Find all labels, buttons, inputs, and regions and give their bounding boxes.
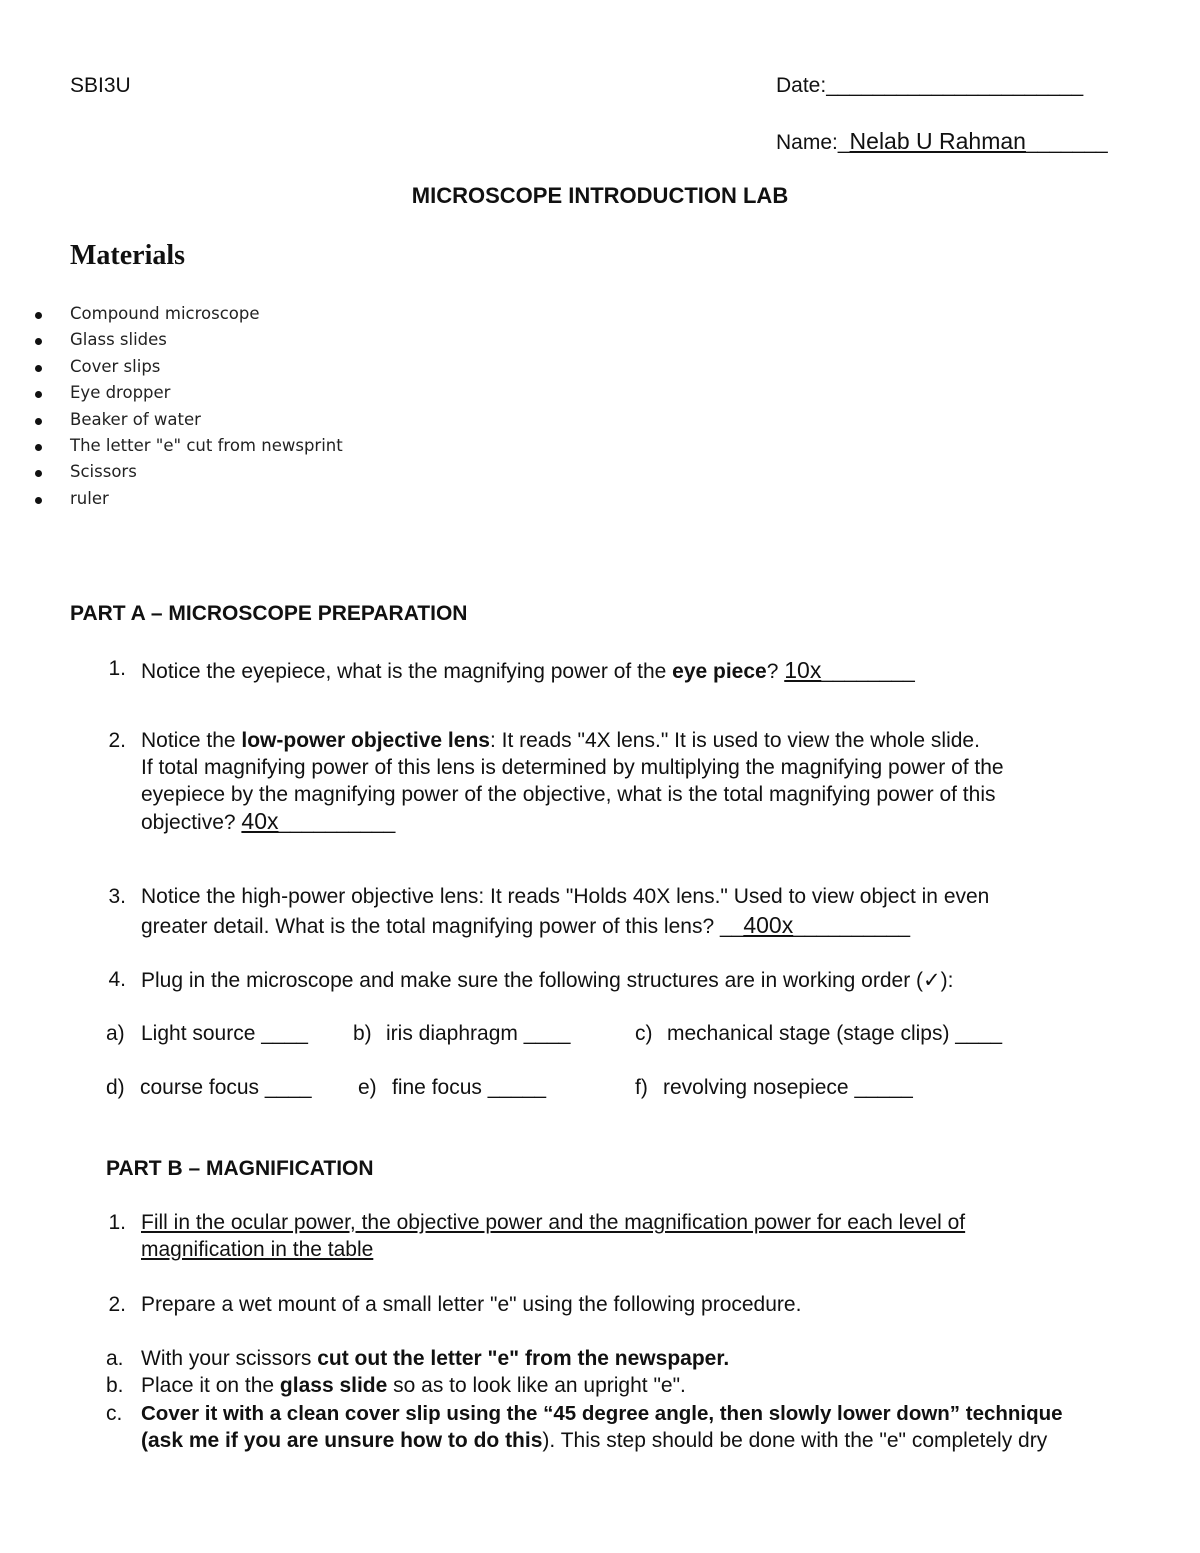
checklist-letter: a) [106, 1022, 125, 1045]
name-value: Nelab U Rahman [849, 128, 1026, 154]
answer-blank: ________ [821, 660, 915, 683]
answer-value: 400x [743, 912, 794, 938]
step-bold: glass slide [279, 1374, 388, 1397]
name-line [776, 128, 1108, 155]
answer-blank: __________ [793, 915, 910, 938]
date-blank: ______________________ [826, 74, 1084, 97]
material-item: Eye dropper [70, 383, 171, 402]
question-a4-text: Plug in the microscope and make sure the following structures are in working order (✓): [141, 969, 954, 992]
part-a-heading: PART A – MICROSCOPE PREPARATION [70, 602, 468, 625]
question-b2-text: Prepare a wet mount of a small letter "e" using the following procedure. [141, 1293, 802, 1316]
checklist-letter: d) [106, 1076, 125, 1099]
checklist-letter: f) [635, 1076, 648, 1099]
question-number: 4. [108, 968, 126, 991]
bullet-icon [35, 497, 42, 504]
bullet-icon [35, 470, 42, 477]
answer-value: 10x [784, 657, 822, 683]
checklist-revolving-nosepiece: revolving nosepiece _____ [663, 1076, 913, 1099]
checklist-letter: c) [635, 1022, 653, 1045]
step-letter: c. [106, 1402, 123, 1425]
material-item: Glass slides [70, 330, 167, 349]
bullet-icon [35, 365, 42, 372]
question-text: greater detail. What is the total magnifying power of this lens? [141, 915, 720, 938]
question-number: 1. [108, 1211, 126, 1234]
part-b-heading: PART B – MAGNIFICATION [106, 1157, 374, 1180]
name-tail: _______ [1025, 131, 1108, 154]
question-text: : It reads "4X lens." It is used to view the whole slide. [489, 729, 980, 752]
step-c-line2 [141, 1429, 1047, 1453]
question-bold: eye piece [672, 660, 767, 683]
checklist-iris-diaphragm: iris diaphragm ____ [386, 1022, 571, 1045]
question-b1-line1: Fill in the ocular power, the objective power and the magnification power for each level of [141, 1211, 966, 1234]
material-item: Beaker of water [70, 410, 201, 429]
question-number: 2. [108, 729, 126, 752]
material-item: Cover slips [70, 357, 161, 376]
question-bold: low-power objective lens [241, 729, 490, 752]
question-a2-line3: eyepiece by the magnifying power of the objective, what is the total magnifying power of this [141, 783, 996, 806]
step-text: Place it on the [141, 1374, 280, 1397]
answer-blank: __________ [278, 811, 396, 834]
step-bold: cut out the letter "e" from the newspaper. [317, 1347, 730, 1370]
question-b1-line2: magnification in the table [141, 1238, 374, 1261]
bullet-icon [35, 444, 42, 451]
material-item: The letter "e" cut from newsprint [70, 436, 343, 455]
question-a3-line2 [141, 912, 910, 939]
bullet-icon [35, 312, 42, 319]
question-a1 [141, 657, 915, 684]
question-a2-line1 [141, 729, 980, 753]
step-letter: b. [106, 1374, 124, 1397]
bullet-icon [35, 391, 42, 398]
step-bold: (ask me if you are unsure how to do this [141, 1429, 543, 1452]
material-item: Scissors [70, 462, 137, 481]
name-label: Name: [776, 131, 838, 154]
course-code: SBI3U [70, 74, 131, 97]
question-text: Notice the eyepiece, what is the magnifying power of the [141, 660, 673, 683]
step-text: so as to look like an upright "e". [387, 1374, 686, 1397]
checklist-course-focus: course focus ____ [140, 1076, 312, 1099]
step-b [141, 1374, 686, 1398]
answer-value: 40x [241, 808, 279, 834]
question-text: objective? [141, 811, 242, 834]
checklist-light-source: Light source ____ [141, 1022, 308, 1045]
step-letter: a. [106, 1347, 124, 1370]
checklist-fine-focus: fine focus _____ [392, 1076, 547, 1099]
material-item: ruler [70, 489, 109, 508]
page-title: MICROSCOPE INTRODUCTION LAB [411, 183, 789, 208]
question-a3-line1: Notice the high-power objective lens: It reads "Holds 40X lens." Used to view object in even [141, 885, 990, 908]
question-number: 2. [108, 1293, 126, 1316]
material-item: Compound microscope [70, 304, 260, 323]
checklist-letter: e) [358, 1076, 377, 1099]
checklist-mechanical-stage: mechanical stage (stage clips) ____ [667, 1022, 1003, 1045]
question-text: ? [766, 660, 785, 683]
date-line [776, 74, 1083, 98]
step-c-line1: Cover it with a clean cover slip using the “45 degree angle, then slowly lower down” technique [141, 1402, 1063, 1425]
bullet-icon [35, 418, 42, 425]
step-text: ). This step should be done with the "e" completely dry [542, 1429, 1048, 1452]
step-text: With your scissors [141, 1347, 318, 1370]
answer-blank-lead: __ [719, 915, 744, 938]
checklist-letter: b) [353, 1022, 372, 1045]
question-a2-line4 [141, 808, 395, 835]
step-a [141, 1347, 729, 1371]
date-label: Date: [776, 74, 827, 97]
question-text: Notice the [141, 729, 242, 752]
bullet-icon [35, 338, 42, 345]
question-number: 1. [108, 657, 126, 680]
question-a2-line2: If total magnifying power of this lens is determined by multiplying the magnifying power of the [141, 756, 1004, 779]
materials-heading: Materials [70, 240, 186, 271]
name-lead: _ [837, 131, 850, 154]
question-number: 3. [108, 885, 126, 908]
